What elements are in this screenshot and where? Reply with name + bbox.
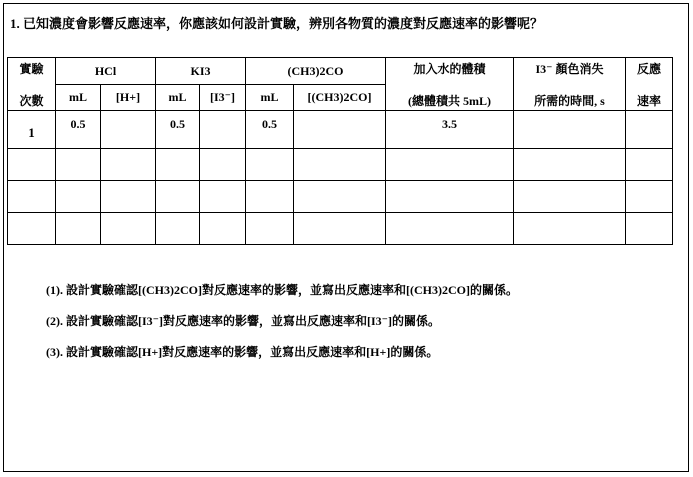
table-cell bbox=[386, 181, 514, 213]
task-item: (1). 設計實驗確認[(CH3)2CO]對反應速率的影響，並寫出反應速率和[(CH3)2CO]的關係。 bbox=[46, 283, 518, 297]
header-trial: 實驗 次數 bbox=[8, 58, 56, 111]
table-cell bbox=[294, 149, 386, 181]
table-cell bbox=[8, 213, 56, 245]
table-cell bbox=[514, 213, 626, 245]
table-cell bbox=[246, 149, 294, 181]
table-cell bbox=[156, 213, 200, 245]
experiment-table bbox=[7, 57, 673, 245]
table-cell bbox=[246, 181, 294, 213]
table-cell bbox=[514, 111, 626, 149]
table-cell bbox=[294, 111, 386, 149]
task-item: (3). 設計實驗確認[H+]對反應速率的影響，並寫出反應速率和[H+]的關係。 bbox=[46, 345, 439, 359]
table-cell bbox=[200, 149, 246, 181]
table-row bbox=[8, 213, 673, 245]
table-cell bbox=[514, 149, 626, 181]
table-cell bbox=[386, 213, 514, 245]
table-row bbox=[8, 181, 673, 213]
header-hcl: HCl bbox=[56, 58, 156, 85]
header-i3-conc: [I3⁻] bbox=[200, 85, 246, 111]
table-row bbox=[8, 149, 673, 181]
table-cell: 0.5 bbox=[56, 111, 101, 149]
table-cell: 0.5 bbox=[156, 111, 200, 149]
header-ki3: KI3 bbox=[156, 58, 246, 85]
table-cell bbox=[246, 213, 294, 245]
table-cell bbox=[626, 181, 673, 213]
table-cell bbox=[514, 181, 626, 213]
table-cell bbox=[56, 181, 101, 213]
table-cell bbox=[386, 149, 514, 181]
table-cell bbox=[626, 149, 673, 181]
question-text: 1. 已知濃度會影響反應速率，你應該如何設計實驗，辨別各物質的濃度對反應速率的影響呢？ bbox=[10, 16, 544, 31]
task-list bbox=[46, 281, 518, 374]
table-cell bbox=[101, 213, 156, 245]
header-acetone: (CH3)2CO bbox=[246, 58, 386, 85]
table-cell bbox=[626, 213, 673, 245]
table-cell bbox=[294, 181, 386, 213]
table-cell bbox=[8, 149, 56, 181]
header-ki3-ml: mL bbox=[156, 85, 200, 111]
header-h-conc: [H+] bbox=[101, 85, 156, 111]
table-cell bbox=[101, 111, 156, 149]
header-water: 加入水的體積 (總體積共 5mL) bbox=[386, 58, 514, 111]
table-cell: 3.5 bbox=[386, 111, 514, 149]
table-cell bbox=[294, 213, 386, 245]
header-rate: 反應 速率 bbox=[626, 58, 673, 111]
table-cell bbox=[200, 213, 246, 245]
table-cell: 0.5 bbox=[246, 111, 294, 149]
header-acetone-conc: [(CH3)2CO] bbox=[294, 85, 386, 111]
table-cell bbox=[101, 181, 156, 213]
table-cell bbox=[156, 181, 200, 213]
table-cell bbox=[626, 111, 673, 149]
table-cell bbox=[56, 149, 101, 181]
header-acetone-ml: mL bbox=[246, 85, 294, 111]
task-item: (2). 設計實驗確認[I3⁻]對反應速率的影響，並寫出反應速率和[I3⁻]的關係。 bbox=[46, 314, 440, 328]
table-cell bbox=[8, 181, 56, 213]
table-cell bbox=[156, 149, 200, 181]
header-time: I3⁻ 顏色消失 所需的時間, s bbox=[514, 58, 626, 111]
table-row bbox=[8, 111, 673, 149]
table-cell bbox=[56, 213, 101, 245]
header-hcl-ml: mL bbox=[56, 85, 101, 111]
table-cell bbox=[101, 149, 156, 181]
table-cell bbox=[200, 111, 246, 149]
table-cell bbox=[200, 181, 246, 213]
table-cell: 1 bbox=[8, 111, 56, 149]
